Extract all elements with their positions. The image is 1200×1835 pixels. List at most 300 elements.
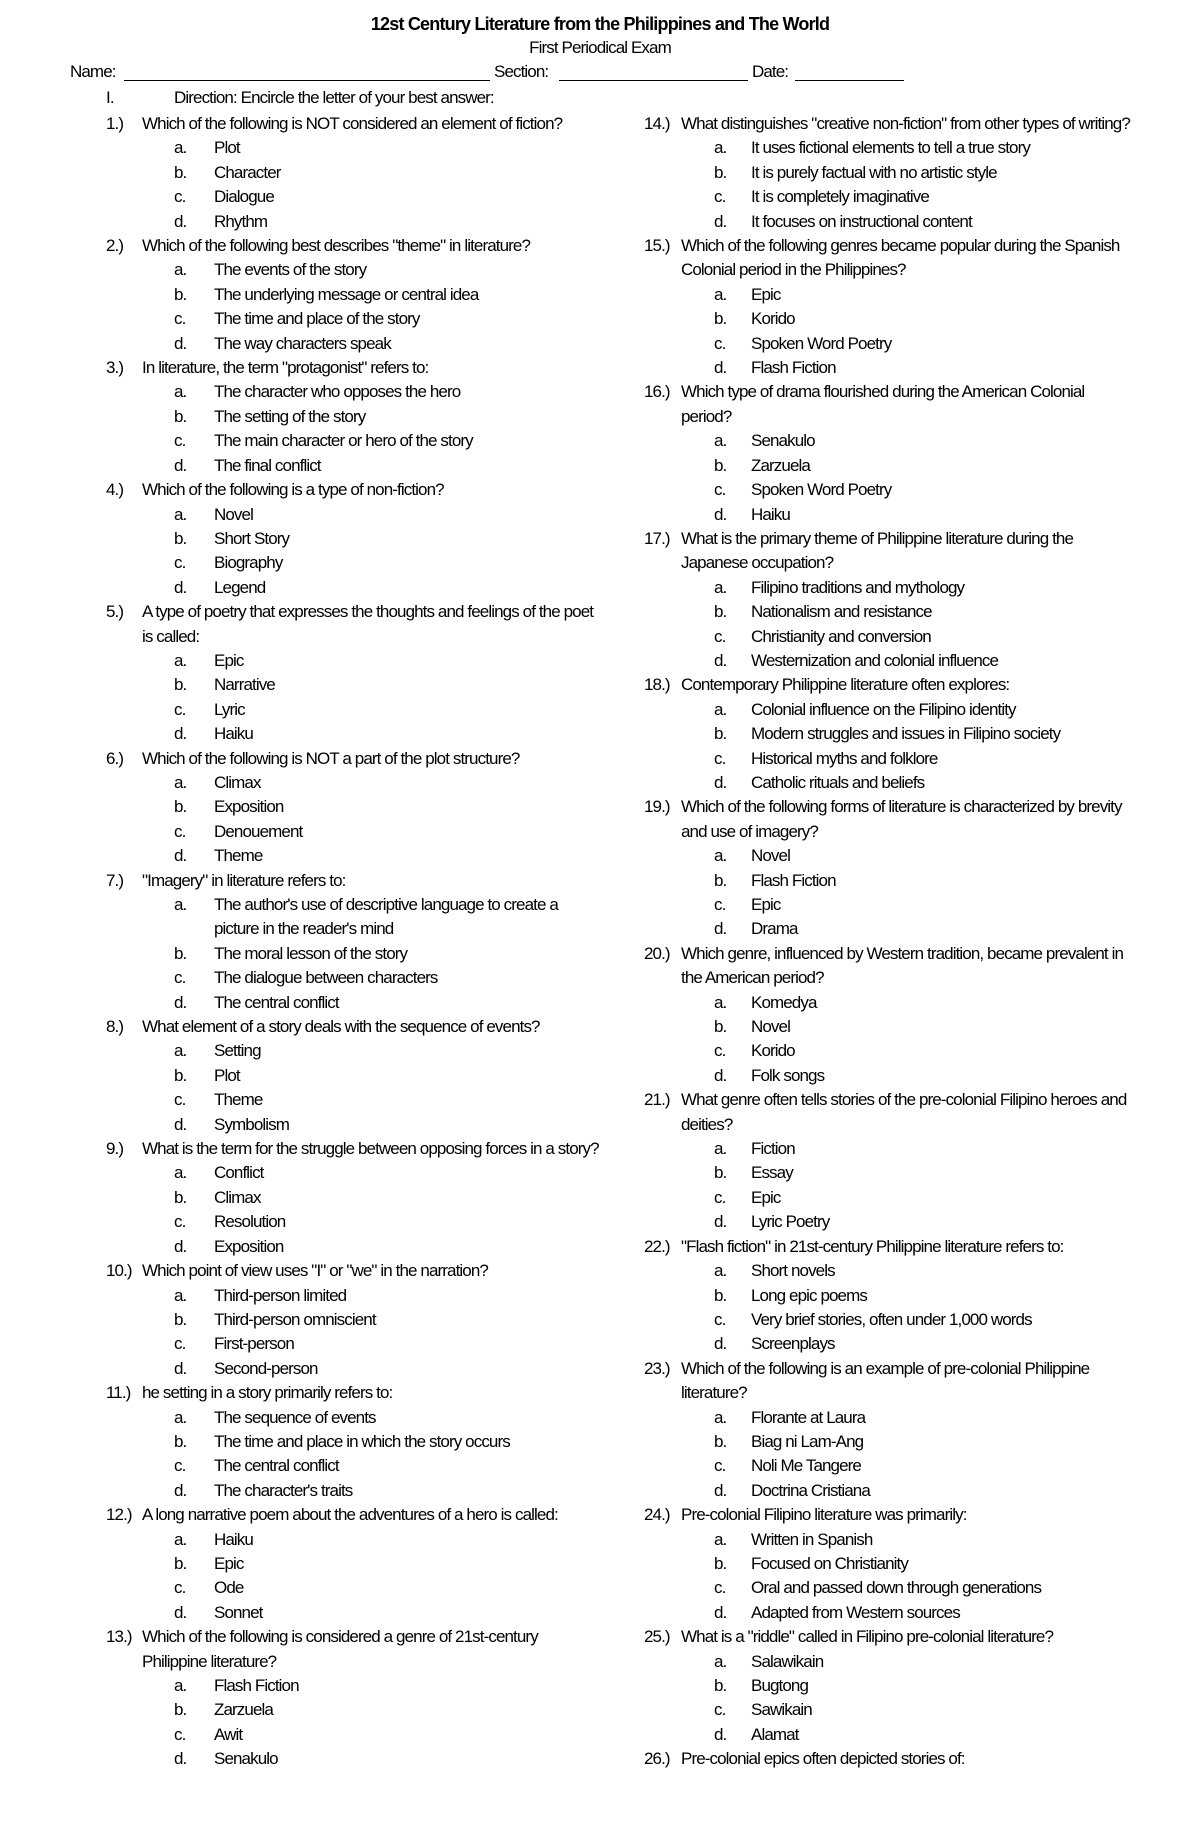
answer-option[interactable] <box>106 1064 606 1088</box>
option-text: Adapted from Western sources <box>751 1602 960 1622</box>
answer-option[interactable] <box>644 600 1130 624</box>
option-text: The central conflict <box>214 1456 339 1476</box>
option-text: Salawikain <box>751 1651 824 1671</box>
option-letter[interactable]: a. <box>714 1407 727 1427</box>
option-letter[interactable]: c. <box>174 1212 186 1232</box>
answer-option[interactable] <box>644 1308 1130 1332</box>
answer-option[interactable] <box>644 1259 1130 1283</box>
answer-option[interactable] <box>106 551 606 575</box>
answer-option[interactable] <box>644 1015 1130 1039</box>
question-text: Which point of view uses "I" or "we" in the narration? <box>142 1261 488 1281</box>
question-item <box>644 112 1130 234</box>
answer-option[interactable] <box>644 1650 1130 1674</box>
answer-option[interactable] <box>644 747 1130 771</box>
answer-option[interactable] <box>644 844 1130 868</box>
answer-option[interactable] <box>644 1161 1130 1185</box>
option-letter[interactable]: a. <box>714 846 727 866</box>
answer-option[interactable] <box>644 1479 1130 1503</box>
option-text: Epic <box>751 284 781 304</box>
answer-option[interactable] <box>106 454 606 478</box>
date-blank[interactable] <box>795 80 904 81</box>
answer-option[interactable] <box>644 210 1130 234</box>
answer-option[interactable] <box>106 1454 606 1478</box>
answer-option[interactable] <box>644 771 1130 795</box>
option-letter[interactable]: a. <box>174 382 187 402</box>
question-line <box>644 1747 1130 1771</box>
answer-option[interactable] <box>644 1332 1130 1356</box>
option-letter[interactable]: b. <box>714 455 727 475</box>
option-letter[interactable]: d. <box>714 1212 727 1232</box>
option-letter[interactable]: d. <box>714 1065 727 1085</box>
option-letter[interactable]: a. <box>714 284 727 304</box>
answer-option[interactable] <box>106 1088 606 1112</box>
answer-option[interactable] <box>106 1479 606 1503</box>
option-letter[interactable]: a. <box>174 1529 187 1549</box>
option-letter[interactable]: c. <box>714 480 726 500</box>
question-number: 16.) <box>644 382 670 402</box>
option-letter[interactable]: d. <box>174 1749 187 1769</box>
option-letter[interactable]: c. <box>174 1090 186 1110</box>
question-item <box>644 795 1130 941</box>
answer-option[interactable] <box>106 991 606 1015</box>
option-letter[interactable]: b. <box>714 602 727 622</box>
option-text: Lyric <box>214 699 245 719</box>
option-letter[interactable]: c. <box>714 1700 726 1720</box>
answer-option[interactable] <box>106 527 606 551</box>
answer-option[interactable] <box>644 1039 1130 1063</box>
answer-option[interactable] <box>106 1601 606 1625</box>
option-letter[interactable]: b. <box>714 1163 727 1183</box>
question-line <box>644 527 1130 576</box>
answer-option[interactable] <box>644 1284 1130 1308</box>
option-letter[interactable]: c. <box>714 895 726 914</box>
option-letter[interactable]: a. <box>714 1139 727 1159</box>
option-letter[interactable]: a. <box>174 1285 187 1305</box>
option-letter[interactable]: c. <box>714 748 726 768</box>
answer-option[interactable] <box>644 1430 1130 1454</box>
option-letter[interactable]: c. <box>714 1309 726 1329</box>
option-letter[interactable]: a. <box>714 1529 727 1549</box>
option-letter[interactable]: a. <box>174 772 187 792</box>
question-item <box>106 600 606 746</box>
answer-option[interactable] <box>106 576 606 600</box>
question-item <box>644 234 1130 380</box>
answer-option[interactable] <box>106 161 606 185</box>
answer-option[interactable] <box>644 332 1130 356</box>
option-text: Biag ni Lam-Ang <box>751 1431 864 1451</box>
answer-option[interactable] <box>106 1674 606 1698</box>
answer-option[interactable] <box>106 942 606 966</box>
answer-option[interactable] <box>106 185 606 209</box>
answer-option[interactable] <box>106 771 606 795</box>
answer-option[interactable] <box>106 1210 606 1234</box>
answer-option[interactable] <box>644 869 1130 893</box>
answer-option[interactable] <box>644 454 1130 478</box>
answer-option[interactable] <box>644 503 1130 527</box>
question-line <box>106 478 606 502</box>
question-number: 23.) <box>644 1358 670 1378</box>
option-text: Plot <box>214 1065 240 1085</box>
option-letter[interactable]: d. <box>714 772 727 792</box>
question-item <box>644 673 1130 795</box>
option-letter[interactable]: c. <box>714 333 726 353</box>
option-text: Novel <box>214 504 253 524</box>
answer-option[interactable] <box>644 478 1130 502</box>
option-text: The way characters speak <box>214 333 391 353</box>
answer-option[interactable] <box>106 844 606 868</box>
question-line <box>644 795 1130 844</box>
answer-option[interactable] <box>644 1064 1130 1088</box>
answer-option[interactable] <box>644 722 1130 746</box>
option-letter[interactable]: c. <box>174 821 186 841</box>
option-letter[interactable]: d. <box>714 919 727 939</box>
question-item <box>106 1625 606 1771</box>
answer-option[interactable] <box>106 1113 606 1137</box>
answer-option[interactable] <box>106 380 606 404</box>
option-letter[interactable]: d. <box>714 1480 727 1500</box>
option-text: Haiku <box>214 724 253 744</box>
option-text: Third-person limited <box>214 1285 347 1305</box>
question-line <box>644 942 1130 991</box>
option-letter[interactable]: c. <box>174 187 186 207</box>
option-text: Plot <box>214 138 240 158</box>
answer-option[interactable] <box>644 283 1130 307</box>
answer-option[interactable] <box>644 576 1130 600</box>
option-letter[interactable]: d. <box>174 724 187 744</box>
option-letter[interactable]: c. <box>174 1724 186 1744</box>
option-letter[interactable]: b. <box>174 528 187 548</box>
question-text: he setting in a story primarily refers to: <box>142 1383 393 1403</box>
answer-option[interactable] <box>106 136 606 160</box>
option-letter[interactable]: d. <box>174 992 187 1012</box>
answer-option[interactable] <box>644 356 1130 380</box>
option-text: Komedya <box>751 992 817 1012</box>
option-text: Novel <box>751 1017 790 1037</box>
answer-option[interactable] <box>106 1747 606 1771</box>
answer-option[interactable] <box>106 1235 606 1259</box>
option-letter[interactable]: a. <box>714 577 727 597</box>
answer-option[interactable] <box>644 917 1130 941</box>
option-text: The central conflict <box>214 992 339 1012</box>
name-label: Name: <box>70 62 116 81</box>
question-text: Which of the following is NOT considered an element of fiction? <box>142 114 563 133</box>
question-item <box>106 1015 606 1137</box>
option-text: Legend <box>214 577 266 597</box>
answer-option[interactable] <box>106 1039 606 1063</box>
option-letter[interactable]: a. <box>174 1407 187 1427</box>
option-letter[interactable]: b. <box>174 1553 187 1573</box>
question-text: A type of poetry that expresses the thoughts and feelings of the poet is called: <box>142 602 594 646</box>
answer-option[interactable] <box>644 136 1130 160</box>
option-text: Zarzuela <box>751 455 810 475</box>
option-text: Alamat <box>751 1724 799 1744</box>
option-text: Folk songs <box>751 1065 825 1085</box>
answer-option[interactable] <box>644 1406 1130 1430</box>
question-number: 22.) <box>644 1236 670 1256</box>
option-letter[interactable]: d. <box>714 1602 727 1622</box>
option-letter[interactable]: b. <box>714 724 727 744</box>
answer-option[interactable] <box>644 1723 1130 1747</box>
option-text: The final conflict <box>214 455 321 475</box>
answer-option[interactable] <box>106 429 606 453</box>
option-letter[interactable]: a. <box>174 895 187 914</box>
answer-option[interactable] <box>106 332 606 356</box>
question-line <box>106 1259 606 1283</box>
question-text: What genre often tells stories of the pre-colonial Filipino heroes and deities? <box>681 1090 1127 1134</box>
answer-option[interactable] <box>106 966 606 990</box>
option-text: The author's use of descriptive language to create a picture in the reader's mind <box>214 895 558 939</box>
option-letter[interactable]: d. <box>174 211 187 231</box>
option-letter[interactable]: c. <box>174 1456 186 1476</box>
answer-option[interactable] <box>644 1674 1130 1698</box>
option-letter[interactable]: a. <box>174 1676 187 1695</box>
option-letter[interactable]: a. <box>714 138 727 158</box>
question-number: 4.) <box>106 480 124 500</box>
option-letter[interactable]: a. <box>174 504 187 524</box>
answer-option[interactable] <box>106 722 606 746</box>
section-blank[interactable] <box>559 80 748 81</box>
option-letter[interactable]: c. <box>174 1578 186 1598</box>
option-letter[interactable]: a. <box>174 1041 187 1061</box>
option-letter[interactable]: a. <box>714 992 727 1012</box>
answer-option[interactable] <box>106 1698 606 1722</box>
option-text: Zarzuela <box>214 1700 273 1720</box>
option-letter[interactable]: b. <box>714 1676 727 1695</box>
option-letter[interactable]: c. <box>174 1334 186 1354</box>
option-text: Novel <box>751 846 790 866</box>
option-letter[interactable]: a. <box>174 260 187 280</box>
name-blank[interactable] <box>124 80 490 81</box>
option-text: Spoken Word Poetry <box>751 333 892 353</box>
answer-option[interactable] <box>106 1284 606 1308</box>
option-letter[interactable]: b. <box>174 797 187 817</box>
option-text: First-person <box>214 1334 294 1354</box>
option-letter[interactable]: b. <box>174 1187 187 1207</box>
option-text: Nationalism and resistance <box>751 602 932 622</box>
option-text: Senakulo <box>751 431 815 451</box>
answer-option[interactable] <box>106 1430 606 1454</box>
option-letter[interactable]: b. <box>714 1285 727 1305</box>
question-item <box>106 747 606 869</box>
option-letter[interactable]: d. <box>714 504 727 524</box>
answer-option[interactable] <box>106 210 606 234</box>
option-letter[interactable]: d. <box>714 1724 727 1744</box>
answer-option[interactable] <box>644 625 1130 649</box>
option-letter[interactable]: c. <box>714 187 726 207</box>
option-text: The character's traits <box>214 1480 353 1500</box>
option-text: Biography <box>214 553 283 573</box>
option-letter[interactable]: d. <box>174 577 187 597</box>
answer-option[interactable] <box>106 820 606 844</box>
question-item <box>106 356 606 478</box>
answer-option[interactable] <box>644 1552 1130 1576</box>
option-letter[interactable]: b. <box>174 1431 187 1451</box>
option-letter[interactable]: a. <box>174 1163 187 1183</box>
question-line <box>106 1137 606 1161</box>
option-letter[interactable]: c. <box>714 1187 726 1207</box>
answer-option[interactable] <box>106 283 606 307</box>
question-number: 19.) <box>644 797 670 817</box>
option-letter[interactable]: b. <box>174 284 187 304</box>
option-text: It is completely imaginative <box>751 187 929 207</box>
question-line <box>106 1503 606 1527</box>
answer-option[interactable] <box>644 1186 1130 1210</box>
option-letter[interactable]: b. <box>174 1309 187 1329</box>
answer-option[interactable] <box>644 649 1130 673</box>
question-line <box>106 1015 606 1039</box>
question-number: 7.) <box>106 870 124 890</box>
option-letter[interactable]: b. <box>174 675 187 695</box>
option-letter[interactable]: c. <box>714 1578 726 1598</box>
option-letter[interactable]: a. <box>714 1261 727 1281</box>
exam-subtitle: First Periodical Exam <box>529 38 671 57</box>
answer-option[interactable] <box>106 698 606 722</box>
option-letter[interactable]: b. <box>174 162 187 182</box>
option-text: Denouement <box>214 821 303 841</box>
option-text: Sonnet <box>214 1602 263 1622</box>
question-line <box>106 356 606 380</box>
answer-option[interactable] <box>106 893 606 942</box>
option-letter[interactable]: a. <box>174 650 187 670</box>
option-letter[interactable]: d. <box>174 1480 187 1500</box>
answer-option[interactable] <box>644 1454 1130 1478</box>
question-number: 13.) <box>106 1627 132 1647</box>
answer-option[interactable] <box>644 1210 1130 1234</box>
answer-option[interactable] <box>106 1723 606 1747</box>
option-letter[interactable]: c. <box>174 309 186 329</box>
option-letter[interactable]: a. <box>714 431 727 451</box>
option-letter[interactable]: b. <box>174 406 187 426</box>
answer-option[interactable] <box>106 673 606 697</box>
question-number: 21.) <box>644 1090 670 1110</box>
option-text: Filipino traditions and mythology <box>751 577 965 597</box>
answer-option[interactable] <box>106 1332 606 1356</box>
option-letter[interactable]: d. <box>174 455 187 475</box>
question-number: 15.) <box>644 236 670 256</box>
option-text: Conflict <box>214 1163 264 1183</box>
question-item <box>106 112 606 234</box>
option-letter[interactable]: d. <box>714 1334 727 1354</box>
question-line <box>106 1381 606 1405</box>
option-letter[interactable]: d. <box>174 1358 187 1378</box>
question-number: 1.) <box>106 114 124 133</box>
option-text: Bugtong <box>751 1676 809 1695</box>
option-letter[interactable]: c. <box>174 968 186 988</box>
answer-option[interactable] <box>106 503 606 527</box>
option-letter[interactable]: b. <box>174 1065 187 1085</box>
answer-option[interactable] <box>644 1601 1130 1625</box>
option-letter[interactable]: b. <box>714 309 727 329</box>
option-text: Epic <box>751 1187 781 1207</box>
answer-option[interactable] <box>106 1576 606 1600</box>
question-text: Which of the following is NOT a part of the plot structure? <box>142 748 520 768</box>
question-number: 6.) <box>106 748 124 768</box>
option-letter[interactable]: c. <box>714 626 726 646</box>
question-text: Which of the following is considered a genre of 21st-century Philippine literature? <box>142 1627 538 1671</box>
option-letter[interactable]: b. <box>714 870 727 890</box>
option-text: The time and place of the story <box>214 309 420 329</box>
option-letter[interactable]: c. <box>174 553 186 573</box>
answer-option[interactable] <box>106 1186 606 1210</box>
option-letter[interactable]: b. <box>174 943 187 963</box>
answer-option[interactable] <box>106 1357 606 1381</box>
answer-option[interactable] <box>106 1552 606 1576</box>
answer-option[interactable] <box>106 258 606 282</box>
option-letter[interactable]: b. <box>714 1553 727 1573</box>
question-line <box>106 600 606 649</box>
option-letter[interactable]: b. <box>714 1431 727 1451</box>
option-letter[interactable]: c. <box>174 699 186 719</box>
option-letter[interactable]: b. <box>714 162 727 182</box>
question-text: Contemporary Philippine literature often explores: <box>681 675 1010 695</box>
option-letter[interactable]: d. <box>174 1602 187 1622</box>
answer-option[interactable] <box>106 1161 606 1185</box>
option-letter[interactable]: b. <box>714 1017 727 1037</box>
answer-option[interactable] <box>644 1576 1130 1600</box>
answer-option[interactable] <box>106 1406 606 1430</box>
question-text: Which of the following is an example of pre-colonial Philippine literature? <box>681 1358 1090 1403</box>
answer-option[interactable] <box>644 991 1130 1015</box>
option-letter[interactable]: a. <box>714 1651 727 1671</box>
question-text: What distinguishes "creative non-fiction" from other types of writing? <box>681 114 1130 133</box>
student-info-line <box>70 62 1130 86</box>
answer-option[interactable] <box>106 649 606 673</box>
answer-option[interactable] <box>644 698 1130 722</box>
option-letter[interactable]: a. <box>714 699 727 719</box>
option-letter[interactable]: d. <box>174 1236 187 1256</box>
option-letter[interactable]: a. <box>174 138 187 158</box>
answer-option[interactable] <box>106 405 606 429</box>
answer-option[interactable] <box>644 1698 1130 1722</box>
option-letter[interactable]: d. <box>174 333 187 353</box>
question-text: What element of a story deals with the sequence of events? <box>142 1017 540 1037</box>
left-column <box>106 112 606 1772</box>
option-letter[interactable]: b. <box>174 1700 187 1720</box>
question-line <box>644 1503 1130 1527</box>
answer-option[interactable] <box>644 161 1130 185</box>
option-letter[interactable]: c. <box>174 431 186 451</box>
question-number: 24.) <box>644 1505 670 1525</box>
answer-option[interactable] <box>644 307 1130 331</box>
answer-option[interactable] <box>644 1137 1130 1161</box>
question-item <box>644 1088 1130 1234</box>
option-text: Colonial influence on the Filipino identity <box>751 699 1016 719</box>
answer-option[interactable] <box>644 893 1130 917</box>
answer-option[interactable] <box>644 185 1130 209</box>
answer-option[interactable] <box>644 1528 1130 1552</box>
option-letter[interactable]: d. <box>714 211 727 231</box>
answer-option[interactable] <box>106 1528 606 1552</box>
option-letter[interactable]: c. <box>714 1456 726 1476</box>
question-number: 9.) <box>106 1139 124 1159</box>
option-letter[interactable]: d. <box>174 846 187 866</box>
option-letter[interactable]: d. <box>714 650 727 670</box>
answer-option[interactable] <box>106 307 606 331</box>
option-letter[interactable]: d. <box>174 1114 187 1134</box>
answer-option[interactable] <box>106 795 606 819</box>
answer-option[interactable] <box>644 429 1130 453</box>
question-item <box>106 478 606 600</box>
answer-option[interactable] <box>106 1308 606 1332</box>
option-letter[interactable]: d. <box>714 358 727 378</box>
option-text: Symbolism <box>214 1114 290 1134</box>
option-text: Spoken Word Poetry <box>751 480 892 500</box>
option-text: The dialogue between characters <box>214 968 438 988</box>
option-text: Lyric Poetry <box>751 1212 830 1232</box>
option-letter[interactable]: c. <box>714 1041 726 1061</box>
option-text: Korido <box>751 309 795 329</box>
question-number: 3.) <box>106 358 124 378</box>
